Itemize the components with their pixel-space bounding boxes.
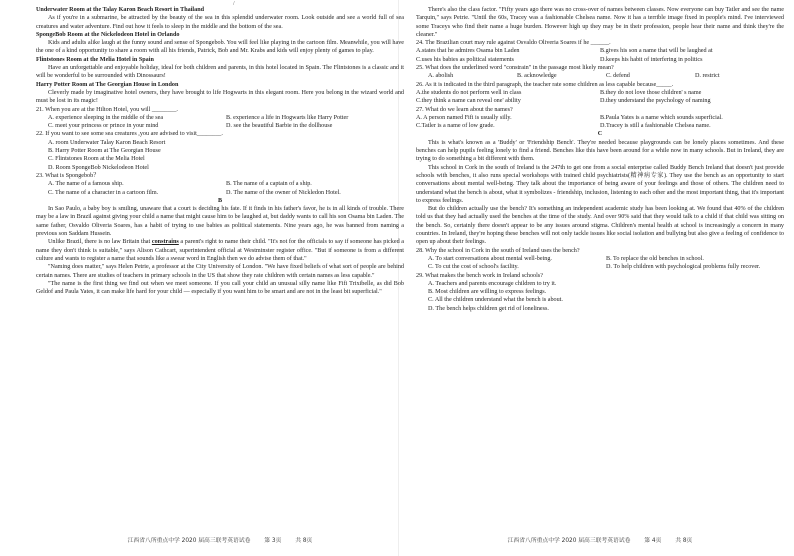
option-22c[interactable]: C. Flintstones Room at the Melia Hotel (48, 156, 145, 163)
option-29a[interactable]: A. Teachers and parents encourage children to try it. (428, 280, 557, 287)
paragraph-spongebob-room: Kids and adults alike laugh at the funny sound and sense of Spongebob. You will feel like playing in the cartoon film. Meanwhile, you will have the one of a kind opportunity to share a room with all his friends, Patrick, Bob and Mr. Krabs and kids will enjoy plenty of games to play. (36, 40, 404, 55)
paragraph-b2-start: Unlike Brazil, there is no law Britain that (48, 239, 152, 246)
option-29d[interactable]: D. The bench helps children get rid of loneliness. (428, 305, 549, 312)
question-22: 22. If you want to see some sea creatures ,you are advised to visit________. (36, 131, 223, 138)
paragraph-harry-potter-room: Cleverly made by imaginative hotel owners, they have brought to life Hogwarts in this elegant room. Here you belong in the wizard world and must be lost in its magic! (36, 89, 404, 105)
option-29b[interactable]: B. Most children are willing to express feelings. (428, 289, 547, 296)
option-26a[interactable]: A.the students do not perform well in class (416, 89, 522, 96)
question-25: 25. What does the underlined word "constrain" in the passage most likely mean? (416, 65, 614, 72)
right-page-footer (416, 535, 784, 544)
option-29c[interactable]: C. All the children understand what the bench is about. (428, 297, 563, 304)
paragraph-flintstones-room: Have an unforgettable and enjoyable holiday, ideal for both children and parents, in this hotel located in Spain. The Flintstones is a classic and it will be wonderful to be surrounded with Dinossaurs! (36, 65, 404, 80)
option-28a[interactable]: A. To start conversations about mental well-being. (428, 255, 552, 262)
section-c-label: C (597, 131, 603, 138)
option-27b[interactable]: B.Paula Yates is a name which sounds superficial. (600, 114, 723, 121)
question-27-options-row1 (416, 114, 784, 122)
option-25d[interactable]: D. restrict (695, 73, 720, 80)
footer-school-name: 江西省八所重点中学 2020 届高三联考英语试卷 (507, 538, 631, 544)
option-27d[interactable]: D.Tracey is still a fashionable Chelsea name. (600, 123, 711, 130)
option-22d[interactable]: D. Room SpongeBob Nickelodeon Hotel (48, 164, 149, 171)
question-21: 21. When you are at the Hilton Hotel, you will ________. (36, 106, 178, 113)
option-21c[interactable]: C. meet your princess or prince in your mind (48, 123, 159, 130)
option-27a[interactable]: A. A person named Fifi is usually silly. (416, 114, 512, 121)
option-25c[interactable]: C. defend (606, 73, 630, 80)
paragraph-underwater-room: As if you're in a submarine, be attracted by the beauty of the sea in this splendid underwater room. Look outside and see a world full of sea creatures and water adventure. Find out how it feels to sleep in the middle and the bottom of the sea. (36, 15, 404, 30)
question-27: 27. What do we learn about the names? (416, 106, 513, 113)
left-page (36, 6, 404, 296)
question-23-options-row2 (36, 189, 404, 197)
section-b-label: B (217, 197, 223, 204)
paragraph-c2: This school in Cork in the south of Ireland is the 247th to get one from a social enterprise called Buddy Bench Ireland that doesn't just provide schools with benches, it also runs special workshops with trained child psychiatrists(精神病专家). They use the bench as an opportunity to start conversations about mental well-being. They talk about the importance of being aware of your feelings and those of others. The children need to understand what the bench is about, what it symbolizes - friendship, inclusion, listening to each other and the most important thing, that it's important to express feelings. (416, 164, 784, 204)
footer-total-pages: 共 8页 (295, 538, 313, 544)
question-26: 26. As it is indicated in the third paragraph, the teacher rate some children as less capable because_____. (416, 81, 674, 88)
option-26c[interactable]: C.they think a name can reveal one' ability (416, 98, 521, 105)
right-page (416, 6, 784, 313)
question-21-options-row2 (36, 122, 404, 130)
left-page-footer (36, 535, 404, 544)
paragraph-b2-end: a parent's right to name their child. "It's not for the officials to say if someone has picked a name they don't think is suitable," says Alison Cathcart, superintendent official at Westminster register office. "But if someone is from a different culture and wants to register a name that sounds like a swear word in English then we do advise them of that." (36, 239, 405, 262)
question-23-options-row1 (36, 180, 404, 188)
option-23d[interactable]: D. The name of the owner of Nickledon Hotel. (226, 189, 341, 196)
paragraph-b5: There's also the class factor. "Fifty years ago there was no cross-over of names between classes. Now everyone can buy Tatler and see the name Tarquin," says Petrie. "Until the 60s, Tracey was a fashionable Chelsea name. Now it has a terrible image fixed in people's mind. I've interviewed some Traceys who find their name a huge burden. However high up they may be in their profession, people hear their name and think they're the cleaner." (416, 7, 784, 38)
underlined-word-constrains: constrains (151, 239, 179, 246)
paragraph-b4: "The name is the first thing we find out when we meet someone. If you call your child an unusual silly name like Fifi Trixibelle, as did Bob Geldof and Paula Yates, it can make life hard for your child — especially if you want him to be smart and are not in the least bit superficial." (36, 280, 404, 296)
option-28c[interactable]: C. To cut the cost of school's facility. (428, 264, 519, 271)
option-21b[interactable]: B. experience a life in Hogwarts like Harry Potter (226, 114, 349, 121)
question-24: 24. The Brazilian court may rule against Osvaldo Oliveria Soares if he ______. (416, 40, 611, 47)
question-23: 23. What is Spongebob？ (36, 172, 100, 179)
option-26d[interactable]: D.they understand the psychology of naming (600, 98, 711, 105)
option-25a[interactable]: A. abolish (428, 73, 454, 80)
option-24b[interactable]: B.gives his son a name that will be laughed at (600, 48, 713, 55)
heading-harry-potter-room: Harry Potter Room at The Georgian House in London (36, 81, 179, 88)
option-28b[interactable]: B. To replace the old benches in school. (606, 255, 704, 262)
paragraph-c1: This is what's known as a 'Buddy' or 'Friendship Bench'. They're needed because playgrounds can be lonely places sometimes. And these benches can help pupils feeling lonely to find a friend. Benches like this have been around for a while now in many schools. But in Ireland, they are trying to do something a bit different with them. (416, 139, 784, 163)
footer-total-pages: 共 8页 (675, 538, 693, 544)
option-28d[interactable]: D. To help children with psychological problems fully recover. (606, 264, 761, 271)
question-24-options-row1 (416, 47, 784, 55)
option-23a[interactable]: A. The name of a famous ship. (48, 181, 124, 188)
question-26-options-row1 (416, 89, 784, 97)
option-22a[interactable]: A. room Underwater Talay Karon Beach Resort (48, 139, 166, 146)
option-24a[interactable]: A.states that he admires Osama bin Laden (416, 48, 520, 55)
heading-spongebob-room: SpongeBob Room at the Nickelodeon Hotel in Orlando (36, 31, 180, 38)
question-28-options-row1 (416, 255, 784, 263)
question-28-options-row2 (416, 263, 784, 271)
question-27-options-row2 (416, 122, 784, 130)
question-25-options (416, 72, 784, 80)
footer-page-number: 第 3页 (264, 538, 282, 544)
option-21a[interactable]: A. experience sleeping in the middle of the sea (48, 114, 164, 121)
paragraph-b3: "Naming does matter," says Helen Petrie, a professor at the City University of London. "We have fixed beliefs of what sort of people are behind certain names. There are studies of teachers in primary schools in the US that show they rate children with certain names as less capable." (36, 264, 404, 279)
option-27c[interactable]: C.Tatler is a name of low grade. (416, 123, 495, 130)
option-26b[interactable]: B.they do not love those children' s name (600, 89, 702, 96)
footer-school-name: 江西省八所重点中学 2020 届高三联考英语试卷 (127, 538, 251, 544)
option-23b[interactable]: B. The name of a captain of a ship. (226, 181, 312, 188)
question-26-options-row2 (416, 97, 784, 105)
question-24-options-row2 (416, 56, 784, 64)
question-29: 29. What makes the bench work in Ireland schools? (416, 272, 543, 279)
option-24d[interactable]: D.keeps his habit of interfering in politics (600, 56, 703, 63)
option-23c[interactable]: C. The name of a character in a cartoon film. (48, 189, 159, 196)
footer-page-number: 第 4页 (644, 538, 662, 544)
pen-mark: / (233, 1, 235, 7)
heading-flintstones-room: Flintstones Room at the Melia Hotel in Spain (36, 56, 154, 63)
heading-underwater-room: Underwater Room at the Talay Karon Beach Resort in Thailand (36, 7, 205, 13)
option-22b[interactable]: B. Harry Potter Room at The Georgian House (48, 148, 161, 155)
option-21d[interactable]: D. see the beautiful Barbie in the dollhouse (226, 123, 333, 130)
question-21-options-row1 (36, 114, 404, 122)
paragraph-b1: In Sao Paulo, a baby boy is smiling, unaware that a court is deciding his fate. If it finds in his father's favor, he is in all kinds of trouble. There may be a law in Brazil against giving your child a name that might cause him to be laughed at, but daddy wants to call his son Osama bin Laden. The same father, Osvaldo Oliveria Soares, has a habit of trying to use babies as political statements. Nine years ago, he was banned from naming a previous son Saddam Hussein. (36, 206, 404, 238)
paragraph-c3: But do children actually use the bench? It's something an independent academic study has been looking at. We found that 40% of the children told us that they had actually used the benches at the time of the study. And over 90% said that they would talk to a child if that child was sitting on the bench. So, certainly there doesn't appear to be any issues around stigma. Children's mental health at school is increasingly a concern in many countries. In Ireland, they're hoping these benches will not only tackle issues like social isolation and bullying but also give a feeling of confidence to open up about their feelings. (416, 206, 784, 246)
option-24c[interactable]: C.uses his babies as political statements (416, 56, 514, 63)
option-25b[interactable]: B. acknowledge (517, 73, 557, 80)
paragraph-b2 (36, 238, 404, 263)
question-28: 28. Why the school in Cork in the south of Ireland uses the bench? (416, 247, 580, 254)
